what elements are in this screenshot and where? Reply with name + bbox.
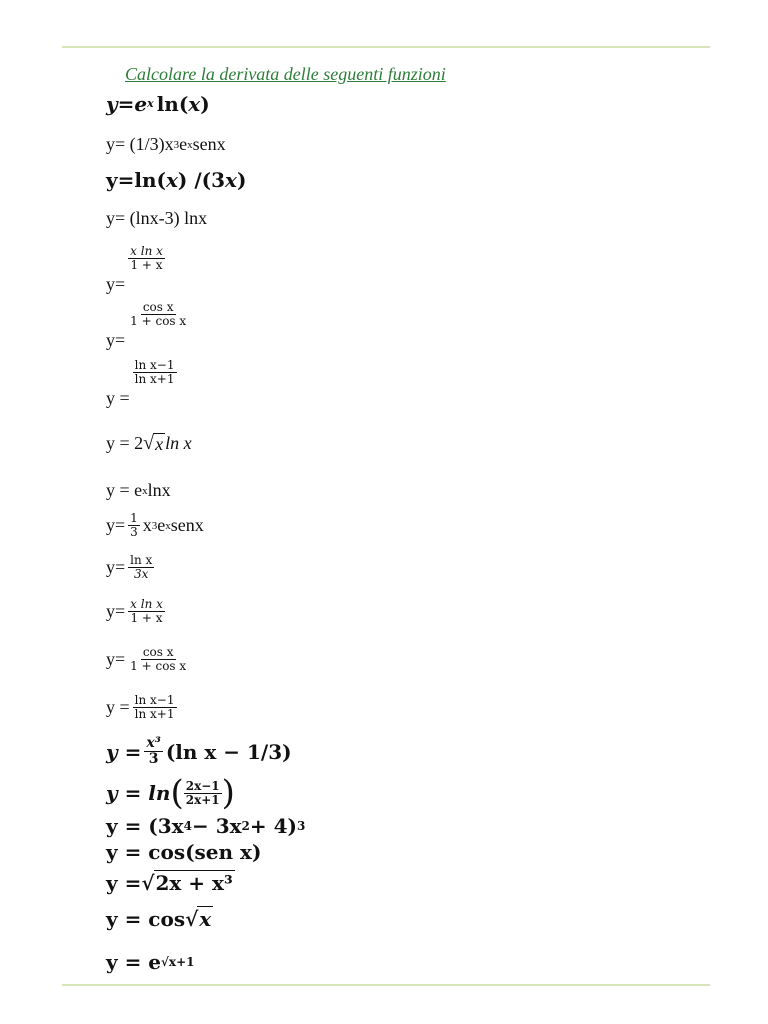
eq17-mid2: + 4)	[249, 814, 297, 838]
eq16-num: 2x−1	[185, 778, 220, 793]
eq17-mid: − 3x	[191, 814, 242, 838]
eq5-fraction	[128, 245, 165, 272]
eq15-num: x³	[146, 735, 161, 751]
eq15-den: 3	[148, 751, 159, 767]
eq1-ln: ln(	[156, 92, 189, 116]
equation-13	[106, 646, 191, 673]
eq13-num: cos x	[142, 645, 174, 659]
eq16-close-paren: )	[221, 773, 235, 813]
equation-14	[106, 694, 180, 721]
eq3-x2: x	[225, 168, 237, 192]
equation-7	[106, 360, 180, 409]
equation-15	[106, 736, 292, 767]
eq9-start: y = e	[106, 480, 143, 500]
eq1-equals: =	[117, 92, 135, 116]
eq3-pre: y=ln(	[106, 168, 166, 192]
top-divider	[62, 46, 710, 48]
eq14-num: ln x−1	[134, 693, 175, 707]
eq7-pre: y =	[106, 388, 130, 408]
equation-5	[106, 246, 168, 295]
eq3-x1: x	[165, 168, 178, 192]
eq10-end: senx	[170, 515, 204, 535]
eq13-den: 1 + cos x	[130, 659, 187, 673]
eq14-den: ln x+1	[134, 707, 175, 721]
eq8-radicand: x	[155, 434, 164, 454]
equation-2: y= (1/3)x 3 e x senx	[106, 134, 226, 154]
eq12-num: x ln x	[130, 597, 163, 611]
eq12-den: 1 + x	[130, 611, 163, 625]
eq7-num: ln x−1	[134, 358, 175, 372]
equation-1: y = e x ln( x )	[106, 92, 210, 116]
eq18-text: y = cos(sen x)	[106, 840, 262, 864]
eq17-pre: y = (3x	[106, 814, 184, 838]
eq12-pre: y=	[106, 601, 126, 621]
eq1-y: y	[106, 92, 118, 116]
eq5-den: 1 + x	[130, 258, 163, 272]
eq8-radical: √	[143, 432, 155, 454]
eq16-den: 2x+1	[185, 792, 220, 807]
eq2-start: y= (1/3)x	[106, 134, 174, 154]
eq10-num: 1	[130, 511, 138, 525]
eq20-sqrt	[185, 906, 213, 931]
equation-11	[106, 554, 157, 581]
eq12-fraction	[128, 598, 165, 625]
eq13-pre: y=	[106, 649, 126, 669]
equation-16	[106, 773, 235, 813]
eq21-pre: y = e	[106, 950, 162, 974]
eq14-pre: y =	[106, 697, 130, 717]
eq9-end: lnx	[147, 480, 171, 500]
eq14-fraction	[133, 694, 177, 721]
eq10-mid2: e	[157, 515, 166, 535]
equation-17: y = (3x 4 − 3x 2 + 4) 3	[106, 814, 306, 838]
eq2-mid: e	[179, 134, 188, 154]
eq1-base: e	[134, 92, 148, 116]
equation-10: y= $\frac{1}{3}$ x 3 e x senx	[106, 511, 204, 539]
equation-3	[106, 168, 246, 192]
eq7-fraction	[133, 359, 177, 386]
equation-21: y = e √x+1	[106, 950, 195, 974]
equation-4	[106, 208, 207, 229]
eq6-num: cos x	[142, 300, 174, 314]
eq3-mid: ) /(3	[177, 168, 226, 192]
eq8-sqrt	[143, 432, 165, 455]
eq8-pre: y = 2	[106, 433, 144, 453]
eq6-den: 1 + cos x	[130, 314, 187, 328]
eq20-radical: √	[185, 907, 199, 931]
bottom-divider	[62, 984, 710, 986]
eq1-close: )	[200, 92, 210, 116]
eq20-radicand: x	[199, 907, 212, 931]
eq4-text: y= (lnx-3) lnx	[106, 208, 208, 228]
equation-18	[106, 840, 261, 864]
eq10-fraction	[128, 512, 140, 539]
eq19-radical: √	[141, 871, 155, 895]
eq1-x: x	[188, 92, 201, 116]
eq15-end: (ln x − 1/3)	[165, 739, 292, 764]
eq15-pre: y =	[106, 739, 142, 764]
eq11-pre: y=	[106, 557, 126, 577]
eq7-den: ln x+1	[134, 372, 175, 386]
eq5-pre: y=	[106, 274, 126, 294]
eq11-den: 3x	[134, 567, 149, 581]
eq2-end: senx	[192, 134, 226, 154]
equation-19	[106, 870, 235, 895]
equation-6	[106, 302, 191, 351]
eq8-end: ln x	[165, 433, 192, 453]
eq11-num: ln x	[130, 553, 153, 567]
equation-12	[106, 598, 168, 625]
eq13-fraction	[128, 646, 188, 673]
document-title: Calcolare la derivata delle seguenti funzioni	[125, 64, 446, 84]
eq11-fraction	[128, 554, 154, 581]
eq10-mid: x	[142, 515, 152, 535]
eq16-fraction	[184, 780, 222, 807]
eq19-radicand: 2x + x³	[155, 871, 233, 895]
eq16-pre: y = ln	[106, 781, 171, 805]
eq5-num: x ln x	[130, 244, 163, 258]
eq6-pre: y=	[106, 330, 126, 350]
eq15-fraction	[144, 736, 162, 767]
eq20-pre: y = cos	[106, 906, 186, 931]
equation-20	[106, 906, 213, 931]
eq19-pre: y =	[106, 870, 142, 895]
equation-8	[106, 432, 192, 455]
eq10-den: 3	[130, 525, 138, 539]
eq3-end: )	[236, 168, 247, 192]
eq10-pre: y=	[106, 515, 126, 535]
eq19-sqrt	[141, 870, 234, 895]
eq16-open-paren: (	[170, 773, 184, 813]
eq6-fraction	[128, 301, 188, 328]
equation-9: y = e x lnx	[106, 480, 171, 500]
